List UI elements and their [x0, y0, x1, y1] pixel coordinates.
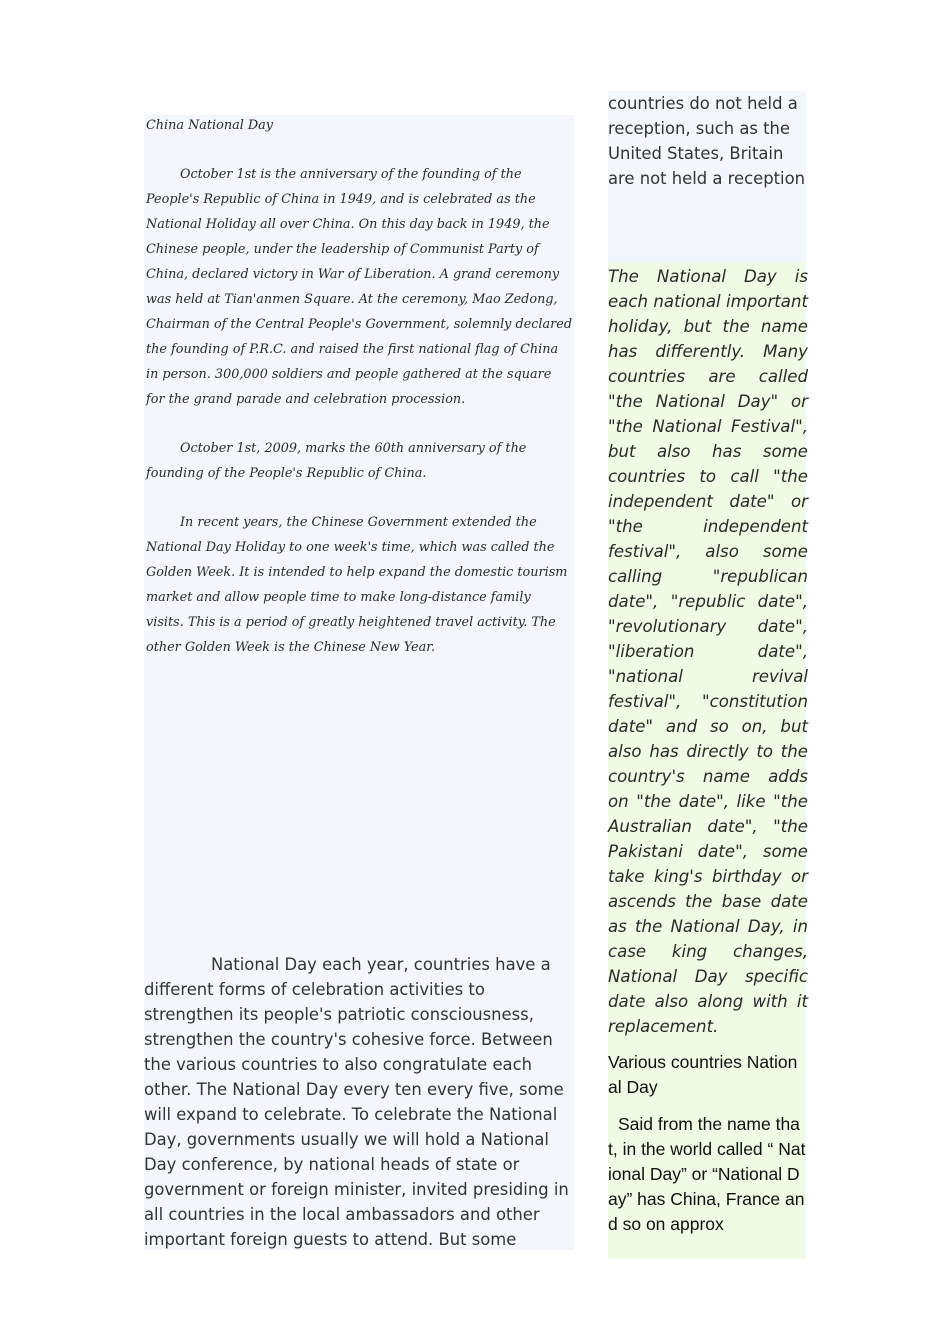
article-paragraph-golden-week: In recent years, the Chinese Government extended the National Day Holiday to one week's time, which was called the Golden Week. It is intended to help expand the domestic tourism market and allow people time to make long-distance family visits. This is a period of greatly heightened travel activity. The other Golden Week is the Chinese New Year. — [146, 515, 568, 655]
continuation-paragraph: countries do not held a reception, such as the United States, Britain are not held a reception — [608, 94, 806, 188]
left-column — [144, 115, 574, 1250]
various-countries-heading: Various countries National Day — [608, 1052, 798, 1097]
national-day-names-paragraph: The National Day is each national important holiday, but the name has differently. Many countries are called "the National Day" or "the National Festival", but also has some countries to call "the independent date" or "the independent festival", also some calling "republican date", "republic date", "revolutionary date", "liberation date", "national revival festival", "constitution date" and so on, but also has directly to the country's name adds on "the date", like "the Australian date", "the Pakistani date", some take king's birthday or ascends the base date as the National Day, in case king changes, National Day specific date also along with it replacement. — [608, 267, 808, 1036]
article-paragraph-founding: October 1st is the anniversary of the founding of the People's Republic of China in 1949, and is celebrated as the National Holiday all over China. On this day back in 1949, the Chinese people, under the leadership of Communist Party of China, declared victory in War of Liberation. A grand ceremony was held at Tian'anmen Square. At the ceremony, Mao Zedong, Chairman of the Central People's Government, solemnly declared the founding of P.R.C. and raised the first national flag of China in person. 300,000 soldiers and people gathered at the square for the grand parade and celebration procession. — [146, 167, 573, 407]
name-origin-paragraph: Said from the name that, in the world called “ National Day” or “National Day” has China, France and so on approx — [608, 1114, 806, 1234]
celebration-paragraph: National Day each year, countries have a different forms of celebration activities to strengthen its people's patriotic consciousness, strengthen the country's cohesive force. Between the various countries to also congratulate each other. The National Day every ten every five, some will expand to celebrate. To celebrate the National Day, governments usually we will hold a National Day conference, by national heads of state or government or foreign minister, invited presiding in all countries in the local ambassadors and other important foreign guests to attend. But some — [144, 955, 569, 1249]
article-title: China National Day — [146, 118, 273, 133]
article-paragraph-anniversary: October 1st, 2009, marks the 60th anniversary of the founding of the People's Republic of China. — [146, 441, 527, 481]
right-continuation-box — [608, 91, 806, 262]
china-national-day-article — [144, 113, 574, 660]
celebration-section — [144, 952, 574, 1252]
right-names-box — [608, 262, 806, 1259]
